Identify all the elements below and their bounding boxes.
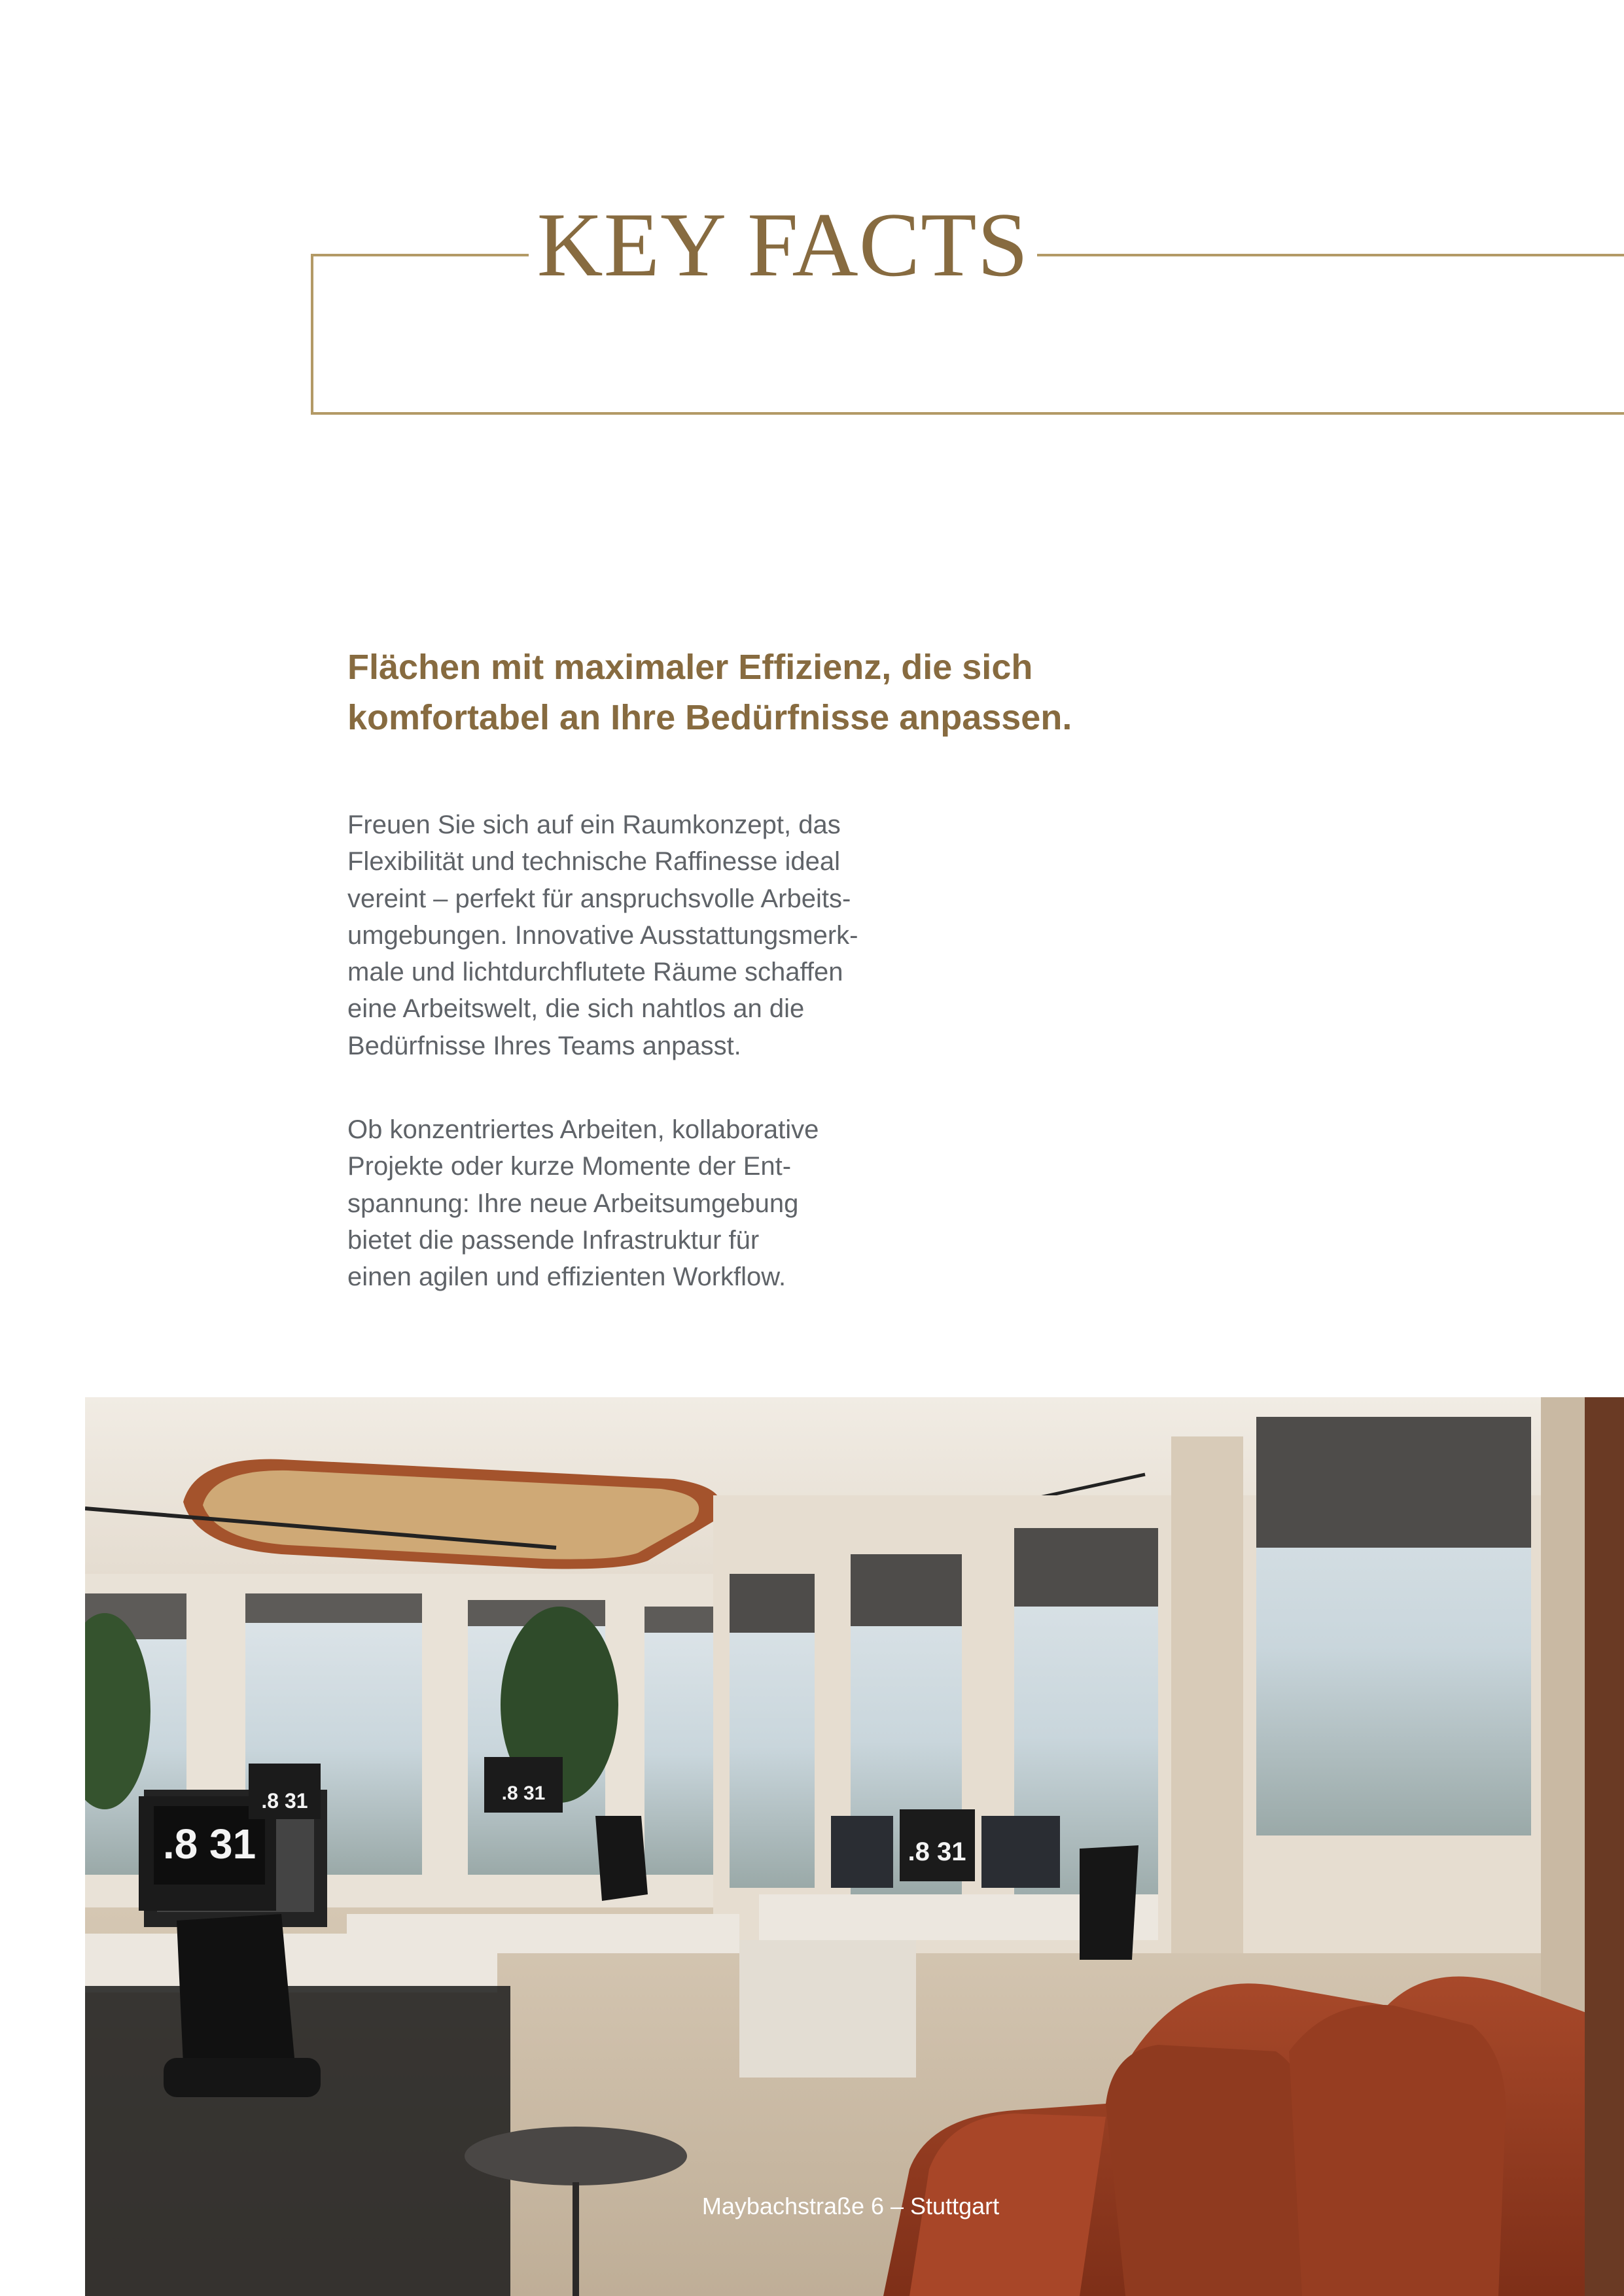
- paragraph-line: umgebungen. Innovative Ausstattungsmerk-: [347, 920, 858, 950]
- paragraph-line: male und lichtdurchflutete Räume schaffen: [347, 958, 843, 987]
- paragraph-line: Freuen Sie sich auf ein Raumkonzept, das: [347, 810, 841, 839]
- monitor-display-text: .8 31: [261, 1789, 308, 1813]
- office-interior-photo: [85, 1397, 1624, 2296]
- paragraph-line: bietet die passende Infrastruktur für: [347, 1225, 760, 1255]
- paragraph-line: Flexibilität und technische Raffinesse ideal: [347, 847, 841, 877]
- paragraph-line: einen agilen und effizienten Workflow.: [347, 1262, 786, 1292]
- photo-caption: Maybachstraße 6 – Stuttgart: [701, 2193, 1000, 2219]
- paragraph-line: Bedürfnisse Ihres Teams anpasst.: [347, 1031, 741, 1060]
- paragraph-line: eine Arbeitswelt, die sich nahtlos an die: [347, 994, 805, 1024]
- intro-paragraph: [347, 807, 936, 1064]
- paragraph-line: vereint – perfekt für anspruchsvolle Arbeits-: [347, 884, 851, 913]
- paragraph-line: spannung: Ihre neue Arbeitsumgebung: [347, 1189, 799, 1218]
- headline-line: Flächen mit maximaler Effizienz, die sich: [347, 648, 1033, 687]
- office-illustration: [85, 1397, 1624, 2296]
- section-headline: [347, 642, 1198, 743]
- frame-top-left-rule: [311, 254, 529, 256]
- headline-line: komfortabel an Ihre Bedürfnisse anpassen.: [347, 698, 1072, 737]
- monitor-display-text: .8 31: [908, 1837, 966, 1866]
- paragraph-line: Ob konzentriertes Arbeiten, kollaborative: [347, 1115, 819, 1144]
- monitor-display-text: .8 31: [501, 1783, 546, 1804]
- second-paragraph: [347, 1111, 936, 1295]
- paragraph-line: Projekte oder kurze Momente der Ent-: [347, 1152, 792, 1181]
- page-title: KEY FACTS: [537, 194, 1029, 296]
- monitor-display-text: .8 31: [162, 1820, 256, 1868]
- frame-top-right-rule: [1037, 254, 1624, 256]
